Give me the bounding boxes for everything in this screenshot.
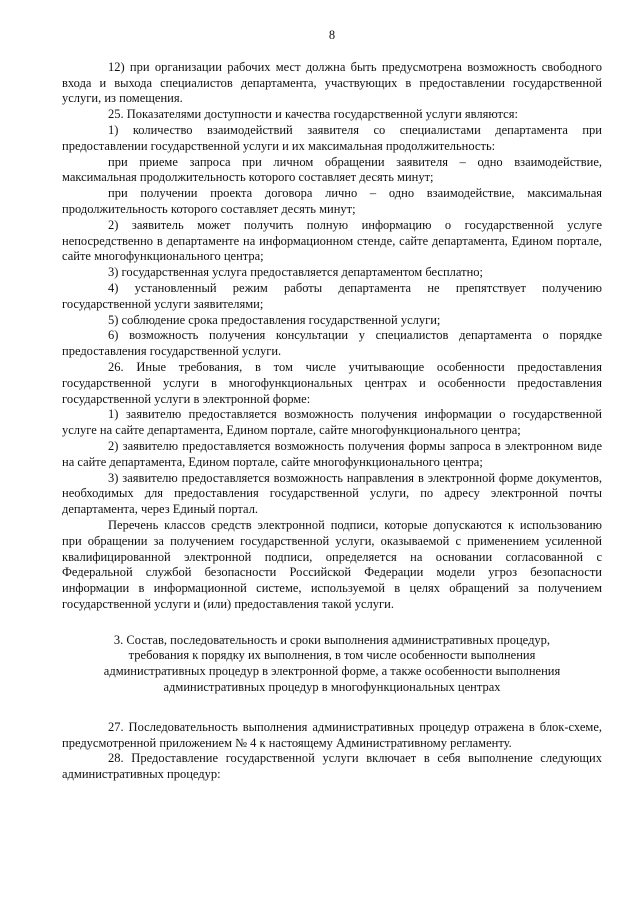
paragraph: 5) соблюдение срока предоставления государственной услуги; (108, 312, 441, 327)
page-number: 8 (328, 28, 336, 42)
section-heading-line: 3. Состав, последовательность и сроки выполнения административных процедур, (113, 632, 551, 647)
paragraph: при получении проекта договора лично – одно взаимодействие, максимальная продолжительность которого составляет десять минут; (62, 186, 602, 216)
paragraph: 3) государственная услуга предоставляется департаментом бесплатно; (108, 265, 483, 280)
section-heading (62, 633, 602, 696)
paragraph: 12) при организации рабочих мест должна быть предусмотрена возможность свободного входа и выхода специалистов департамента, участвующих в предоставлении государственной услуги, из помещения. (62, 59, 602, 106)
document-body (62, 60, 602, 613)
section-heading-line: административных процедур в многофункциональных центрах (163, 680, 501, 695)
paragraph: 25. Показателями доступности и качества государственной услуги являются: (108, 107, 518, 122)
paragraph: 1) заявителю предоставляется возможность получения информации о государственной услуге на сайте департамента, Едином портале, сайте многофункционального центра; (62, 407, 602, 438)
paragraph: 3) заявителю предоставляется возможность направления в электронной форме документов, необходимых для предоставления государственной услуги, по адресу электронной почты департамента, через Единый портал. (62, 470, 602, 517)
paragraph: 2) заявитель может получить полную информацию о государственной услуге непосредственно в департаменте на информационном стенде, сайте департамента, Едином портале, сайте многофункционального центра; (62, 217, 602, 264)
paragraph: 28. Предоставление государственной услуги включает в себя выполнение следующих административных процедур: (62, 751, 602, 782)
paragraph: 1) количество взаимодействий заявителя со специалистами департамента при предоставлении государственной услуги и их максимальная продолжительность: (62, 122, 602, 153)
paragraph: 27. Последовательность выполнения административных процедур отражена в блок-схеме, предусмотренной приложением № 4 к настоящему Административному регламенту. (62, 719, 602, 750)
paragraph: при приеме запроса при личном обращении заявителя – одно взаимодействие, максимальная продолжительность которого составляет десять минут; (62, 154, 602, 185)
paragraph: Перечень классов средств электронной подписи, которые допускаются к использованию при обращении за получением государственной услуги, оказываемой с применением усиленной квалифицированной электронной подписи, определяется на основании согласованной с Федеральной службой безопасности Российской Федерации модели угроз безопасности информации в информационной системе, используемой в целях обращений за получением государственной услуги и (или) предоставления такой услуги. (62, 517, 602, 611)
paragraph: 2) заявителю предоставляется возможность получения формы запроса в электронном виде на сайте департамента, Едином портале, сайте многофункционального центра; (62, 438, 602, 469)
paragraph: 26. Иные требования, в том числе учитывающие особенности предоставления государственной услуги в многофункциональных центрах и особенности предоставления государственной услуги в электронной форме: (62, 359, 602, 406)
document-body-continued (62, 720, 602, 783)
section-heading-line: требования к порядку их выполнения, в том числе особенности выполнения (128, 648, 536, 663)
paragraph: 4) установленный режим работы департамента не препятствует получению государственной услуги заявителями; (62, 280, 602, 311)
section-heading-line: административных процедур в электронной форме, а также особенности выполнения (103, 664, 561, 679)
paragraph: 6) возможность получения консультации у специалистов департамента о порядке предоставления государственной услуги. (62, 328, 602, 359)
